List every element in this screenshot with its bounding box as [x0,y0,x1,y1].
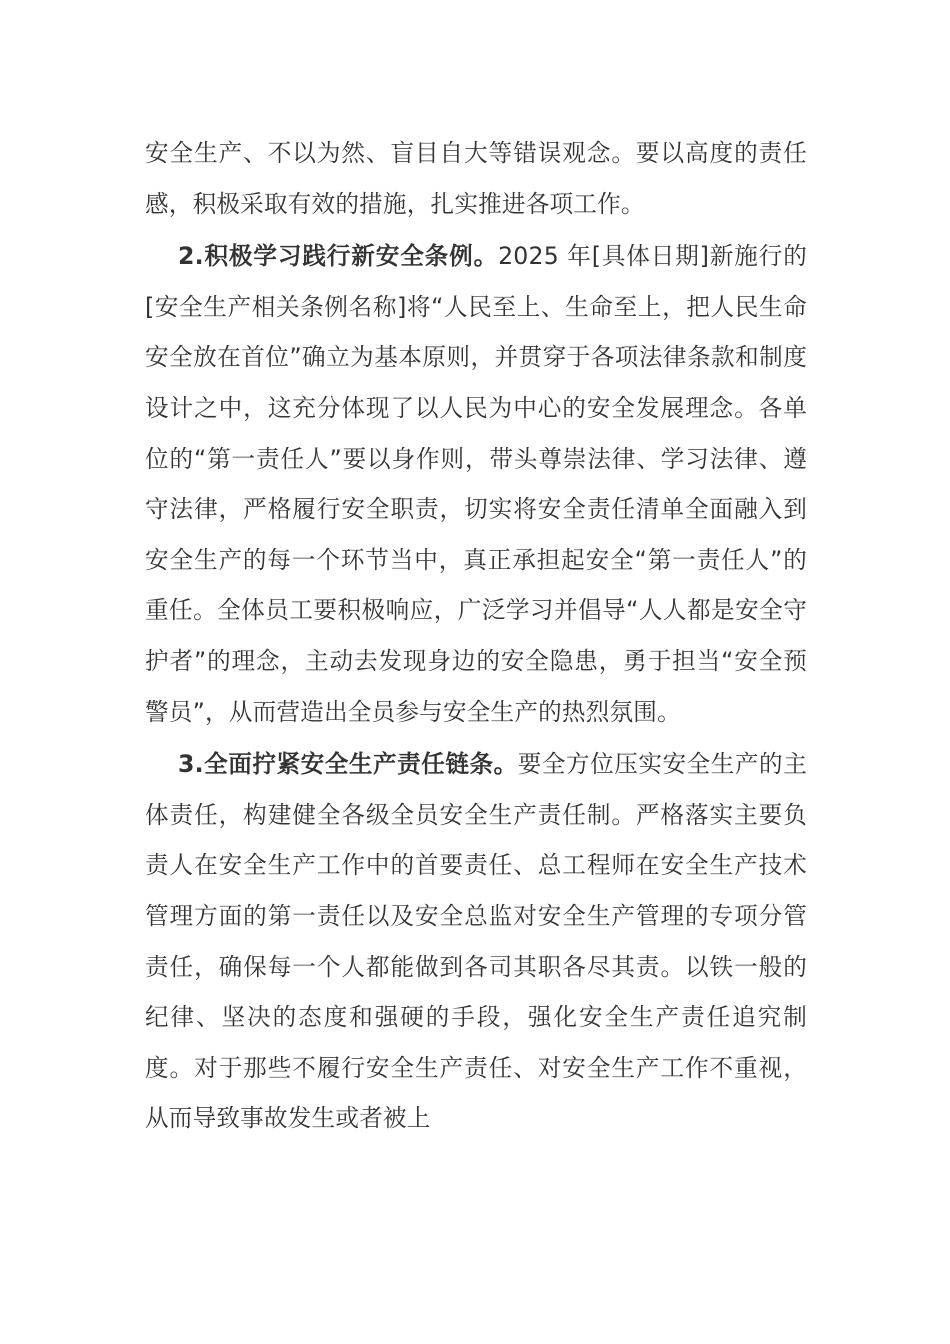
document-body [145,128,807,1144]
paragraph-body-text: 安全生产、不以为然、盲目自大等错误观念。要以高度的责任感，积极采取有效的措施，扎实推进各项工作。 [145,139,807,218]
paragraph-section-2 [145,231,807,737]
paragraph-continuation [145,128,807,229]
section-2-body-text: 2025 年[具体日期]新施行的[安全生产相关条例名称]将“人民至上、生命至上，把人民生命安全放在首位”确立为基本原则，并贯穿于各项法律条款和制度设计之中，这充分体现了以人民为中心的安全发展理念。各单位的“第一责任人”要以身作则，带头尊崇法律、学习法律、遵守法律，严格履行安全职责，切实将安全责任清单全面融入到安全生产的每一个环节当中，真正承担起安全“第一责任人”的重任。全体员工要积极响应，广泛学习并倡导“人人都是安全守护者”的理念，主动去发现身边的安全隐患，勇于担当“安全预警员”，从而营造出全员参与安全生产的热烈氛围。 [145,242,807,726]
section-3-body-text: 要全方位压实安全生产的主体责任，构建健全各级全员安全生产责任制。严格落实主要负责人在安全生产工作中的首要责任、总工程师在安全生产技术管理方面的第一责任以及安全总监对安全生产管理的专项分管责任，确保每一个人都能做到各司其职各尽其责。以铁一般的纪律、坚决的态度和强硬的手段，强化安全生产责任追究制度。对于那些不履行安全生产责任、对安全生产工作不重视，从而导致事故发生或者被上 [145,750,807,1133]
paragraph-section-3 [145,739,807,1144]
section-3-heading: 3.全面拧紧安全生产责任链条。 [178,750,518,779]
section-2-heading: 2.积极学习践行新安全条例。 [178,242,499,271]
